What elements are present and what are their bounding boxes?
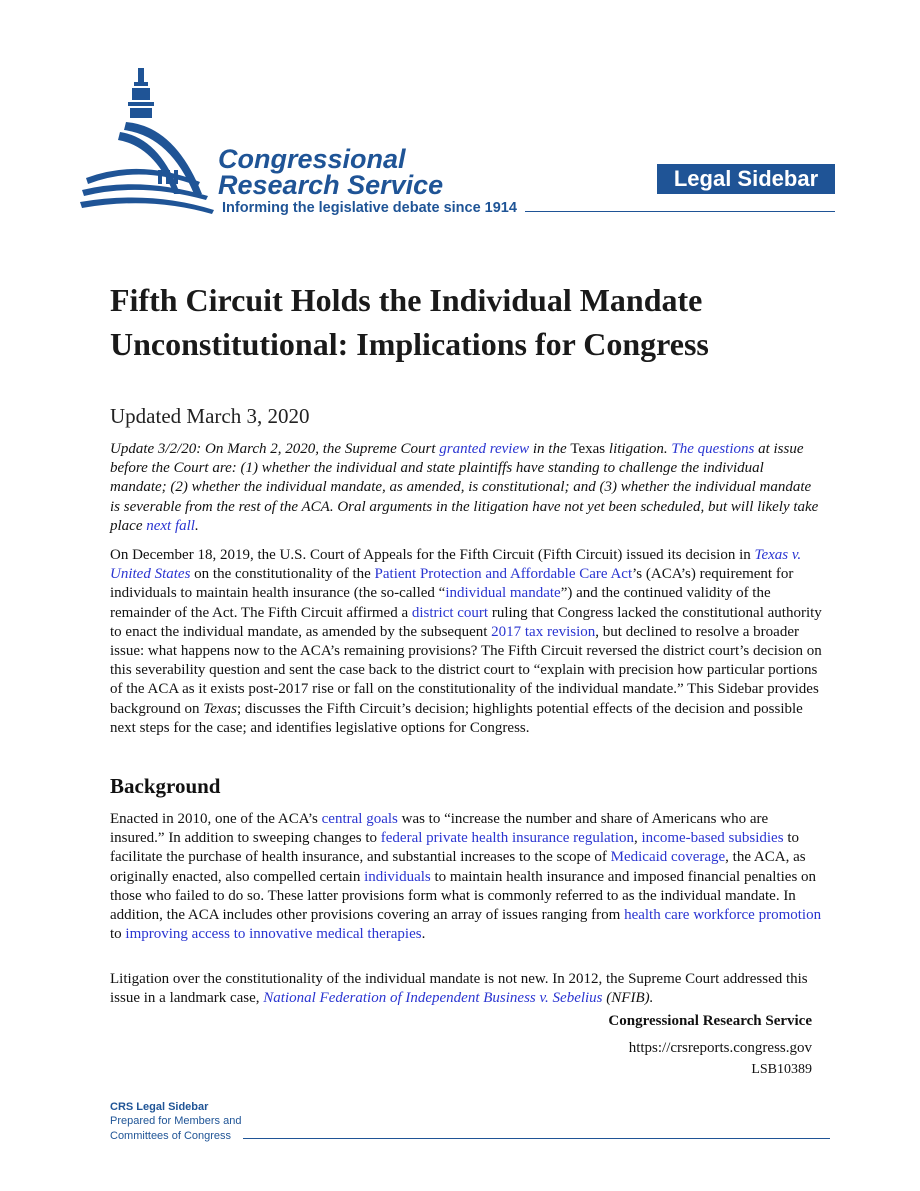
text: , the ACA, as originally enacted, also compelled certain — [110, 849, 806, 885]
text: ’s (ACA’s) requirement for individuals to maintain health insurance (the so-called “ — [110, 566, 794, 602]
text: . — [421, 926, 426, 943]
bottom-label-line3: Committees of Congress — [110, 1130, 232, 1142]
link-granted-review[interactable]: granted review — [439, 441, 530, 457]
link-the-questions[interactable]: The questions — [671, 441, 755, 457]
update-note — [110, 440, 822, 536]
link-individual-mandate[interactable]: individual mandate — [445, 585, 561, 602]
text: on the constitutionality of the — [190, 566, 375, 583]
footer-url[interactable]: https://crsreports.congress.gov — [628, 1040, 812, 1056]
link-private-insurance-regulation[interactable]: federal private health insurance regulation — [380, 830, 634, 847]
link-nfib-v-sebelius[interactable]: National Federation of Independent Business v. Sebelius — [263, 990, 603, 1007]
org-name-line1: Congressional — [218, 144, 406, 174]
text: ruling that Congress lacked the constitutional authority to enact the individual mandate, as amended by the subsequent — [110, 604, 822, 640]
link-2017-tax-revision[interactable]: 2017 tax revision — [491, 623, 596, 640]
org-tagline: Informing the legislative debate since 1914 — [222, 200, 517, 216]
updated-date: Updated March 3, 2020 — [110, 404, 310, 428]
background-paragraph — [110, 810, 822, 944]
document-title: Fifth Circuit Holds the Individual Mandate Unconstitutional: Implications for Congress — [110, 282, 709, 362]
text: to — [110, 926, 126, 943]
link-district-court[interactable]: district court — [411, 604, 489, 621]
legal-sidebar-badge: Legal Sidebar — [657, 164, 835, 194]
litigation-paragraph — [110, 970, 822, 1008]
text: Enacted in 2010, one of the ACA’s — [110, 811, 322, 827]
text: (NFIB). — [602, 990, 654, 1007]
text: Litigation over the constitutionality of the individual mandate is not new. In 2012, the Supreme Court addressed this issue in a landmark case, — [110, 971, 808, 1007]
text: Update 3/2/20: On March 2, 2020, the Supreme Court — [110, 441, 440, 457]
text: at issue before the Court are: (1) whether the individual and state plaintiffs have standing to challenge the individual mandate; (2) whether the individual mandate, as amended, is constitutional; and (3) whether the individual mandate is severable from the rest of the ACA. Oral arguments in the litigation have not yet been scheduled, but will likely take place — [110, 441, 819, 534]
link-medicaid-coverage[interactable]: Medicaid coverage — [610, 849, 726, 866]
bottom-label-line2: Prepared for Members and — [110, 1115, 242, 1127]
text: , but declined to resolve a broader issue: what happens now to the ACA’s remaining provisions? The Fifth Circuit reversed the district court’s decision on this severability question and sent the case back to the district court to “explain with precision how particular portions of the ACA as it exists post-2017 rise or fall on the constitutionality of the individual mandate.” This Sidebar provides background on — [110, 623, 822, 717]
intro-paragraph — [110, 546, 822, 738]
text: was to “increase the number and share of Americans who are insured.” In addition to sweeping changes to — [110, 811, 769, 847]
link-texas-v-us[interactable]: Texas v. United States — [110, 547, 802, 583]
text: . — [194, 517, 199, 534]
footer-org: Congressional Research Service — [608, 1013, 812, 1029]
text: On December 18, 2019, the U.S. Court of Appeals for the Fifth Circuit (Fifth Circuit) issued its decision in — [110, 547, 755, 563]
link-workforce-promotion[interactable]: health care workforce promotion — [624, 907, 822, 924]
link-individuals[interactable]: individuals — [364, 868, 431, 885]
text: Texas — [203, 700, 237, 717]
footer-report-id: LSB10389 — [751, 1062, 812, 1077]
text: litigation. — [605, 441, 672, 457]
section-heading-background: Background — [110, 774, 221, 798]
link-income-based-subsidies[interactable]: income-based subsidies — [641, 830, 784, 847]
text: ”) and the continued validity of the remainder of the Act. The Fifth Circuit affirmed a — [110, 585, 771, 621]
bottom-label-line1: CRS Legal Sidebar — [110, 1101, 209, 1113]
text: to facilitate the purchase of health insurance, and substantial increases to the scope of — [110, 830, 799, 866]
text: , — [634, 830, 642, 847]
link-next-fall[interactable]: next fall — [146, 517, 195, 534]
link-medical-therapies[interactable]: improving access to innovative medical therapies — [125, 926, 422, 943]
text: in the — [529, 441, 571, 457]
bottom-rule — [243, 1138, 830, 1139]
tagline-rule — [525, 211, 835, 212]
link-aca[interactable]: Patient Protection and Affordable Care Act — [374, 566, 633, 583]
text: to maintain health insurance and imposed financial penalties on those who failed to do so. These latter provisions form what is commonly referred to as the individual mandate. In addition, the ACA includes other provisions covering an array of issues ranging from — [110, 868, 817, 924]
text: ; discusses the Fifth Circuit’s decision; highlights potential effects of the decision and possible next steps for the case; and identifies legislative options for Congress. — [110, 700, 803, 736]
bottom-label — [110, 1100, 241, 1144]
link-central-goals[interactable]: central goals — [321, 811, 398, 827]
org-name-line2: Research Service — [218, 170, 444, 200]
text: Texas — [570, 441, 606, 457]
